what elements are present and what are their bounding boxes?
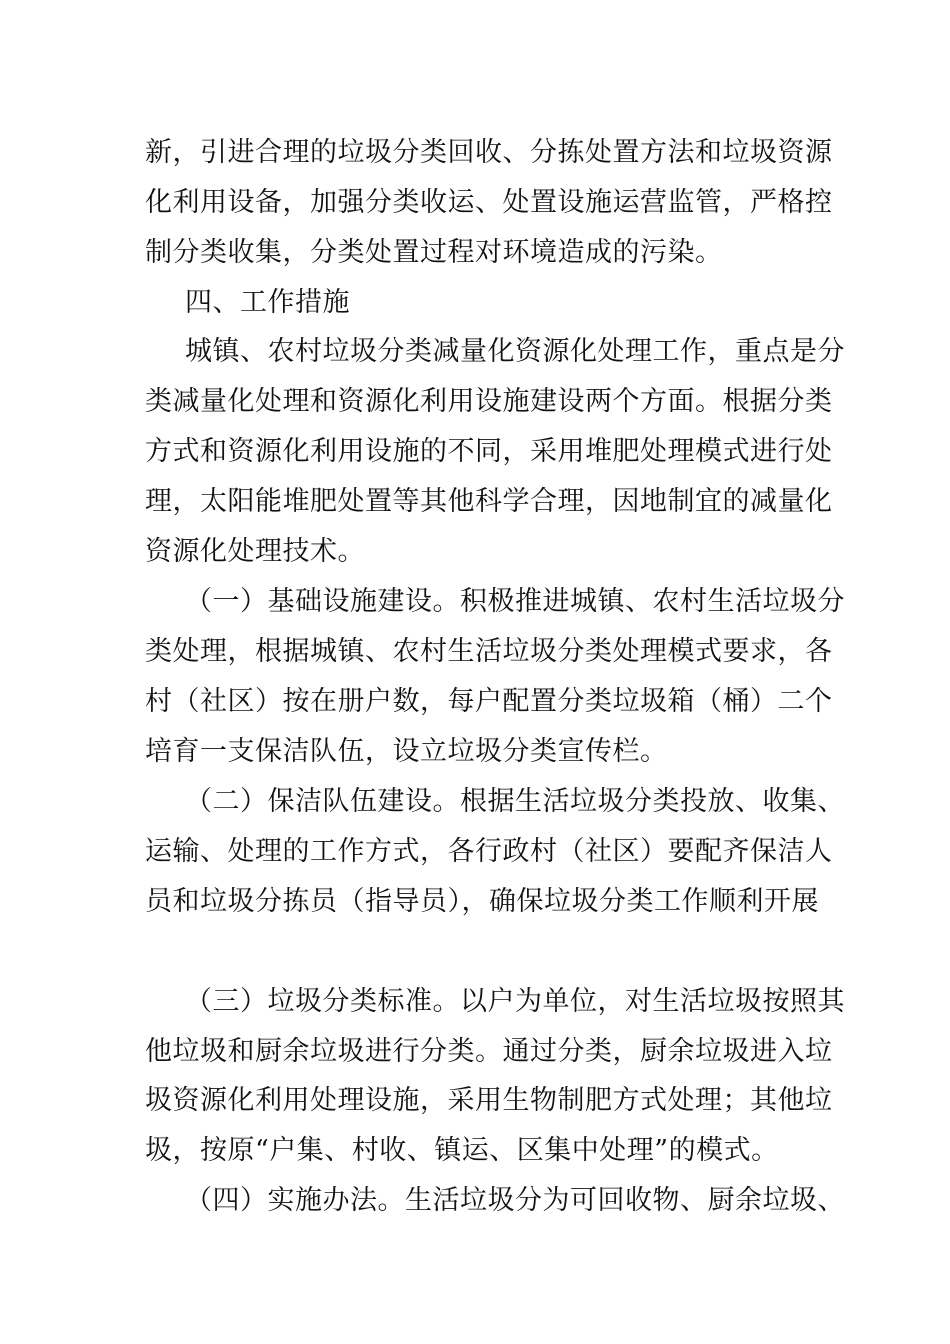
- text-line: 村（社区）按在册户数，每户配置分类垃圾箱（桶）二个: [145, 686, 833, 717]
- text-line: （四）实施办法。生活垃圾分为可回收物、厨余垃圾、: [185, 1185, 845, 1216]
- text-line: 方式和资源化利用设施的不同，采用堆肥处理模式进行处: [145, 436, 833, 467]
- text-line: 新，引进合理的垃圾分类回收、分拣处置方法和垃圾资源: [145, 137, 833, 168]
- text-line: （二）保洁队伍建设。根据生活垃圾分类投放、收集、: [185, 786, 845, 817]
- text-line: 员和垃圾分拣员（指导员），确保垃圾分类工作顺利开展: [145, 886, 819, 917]
- text-line: （一）基础设施建设。积极推进城镇、农村生活垃圾分: [185, 586, 845, 617]
- text-line: 培育一支保洁队伍，设立垃圾分类宣传栏。: [145, 736, 668, 767]
- text-line: 类减量化处理和资源化利用设施建设两个方面。根据分类: [145, 386, 833, 417]
- text-line: 理，太阳能堆肥处置等其他科学合理，因地制宜的减量化: [145, 486, 833, 517]
- section-heading: 四、工作措施: [185, 287, 350, 318]
- text-line: 化利用设备，加强分类收运、处置设施运营监管，严格控: [145, 187, 833, 218]
- text-line: 圾，按原“户集、村收、镇运、区集中处理”的模式。: [145, 1135, 779, 1166]
- text-line: 城镇、农村垃圾分类减量化资源化处理工作，重点是分: [185, 336, 845, 367]
- text-line: 运输、处理的工作方式，各行政村（社区）要配齐保洁人: [145, 836, 833, 867]
- text-line: （三）垃圾分类标准。以户为单位，对生活垃圾按照其: [185, 986, 845, 1017]
- text-line: 圾资源化利用处理设施，采用生物制肥方式处理；其他垃: [145, 1085, 833, 1116]
- text-line: 他垃圾和厨余垃圾进行分类。通过分类，厨余垃圾进入垃: [145, 1036, 833, 1067]
- text-line: 类处理，根据城镇、农村生活垃圾分类处理模式要求，各: [145, 636, 833, 667]
- text-line: 制分类收集，分类处置过程对环境造成的污染。: [145, 237, 723, 268]
- text-line: 资源化处理技术。: [145, 536, 365, 567]
